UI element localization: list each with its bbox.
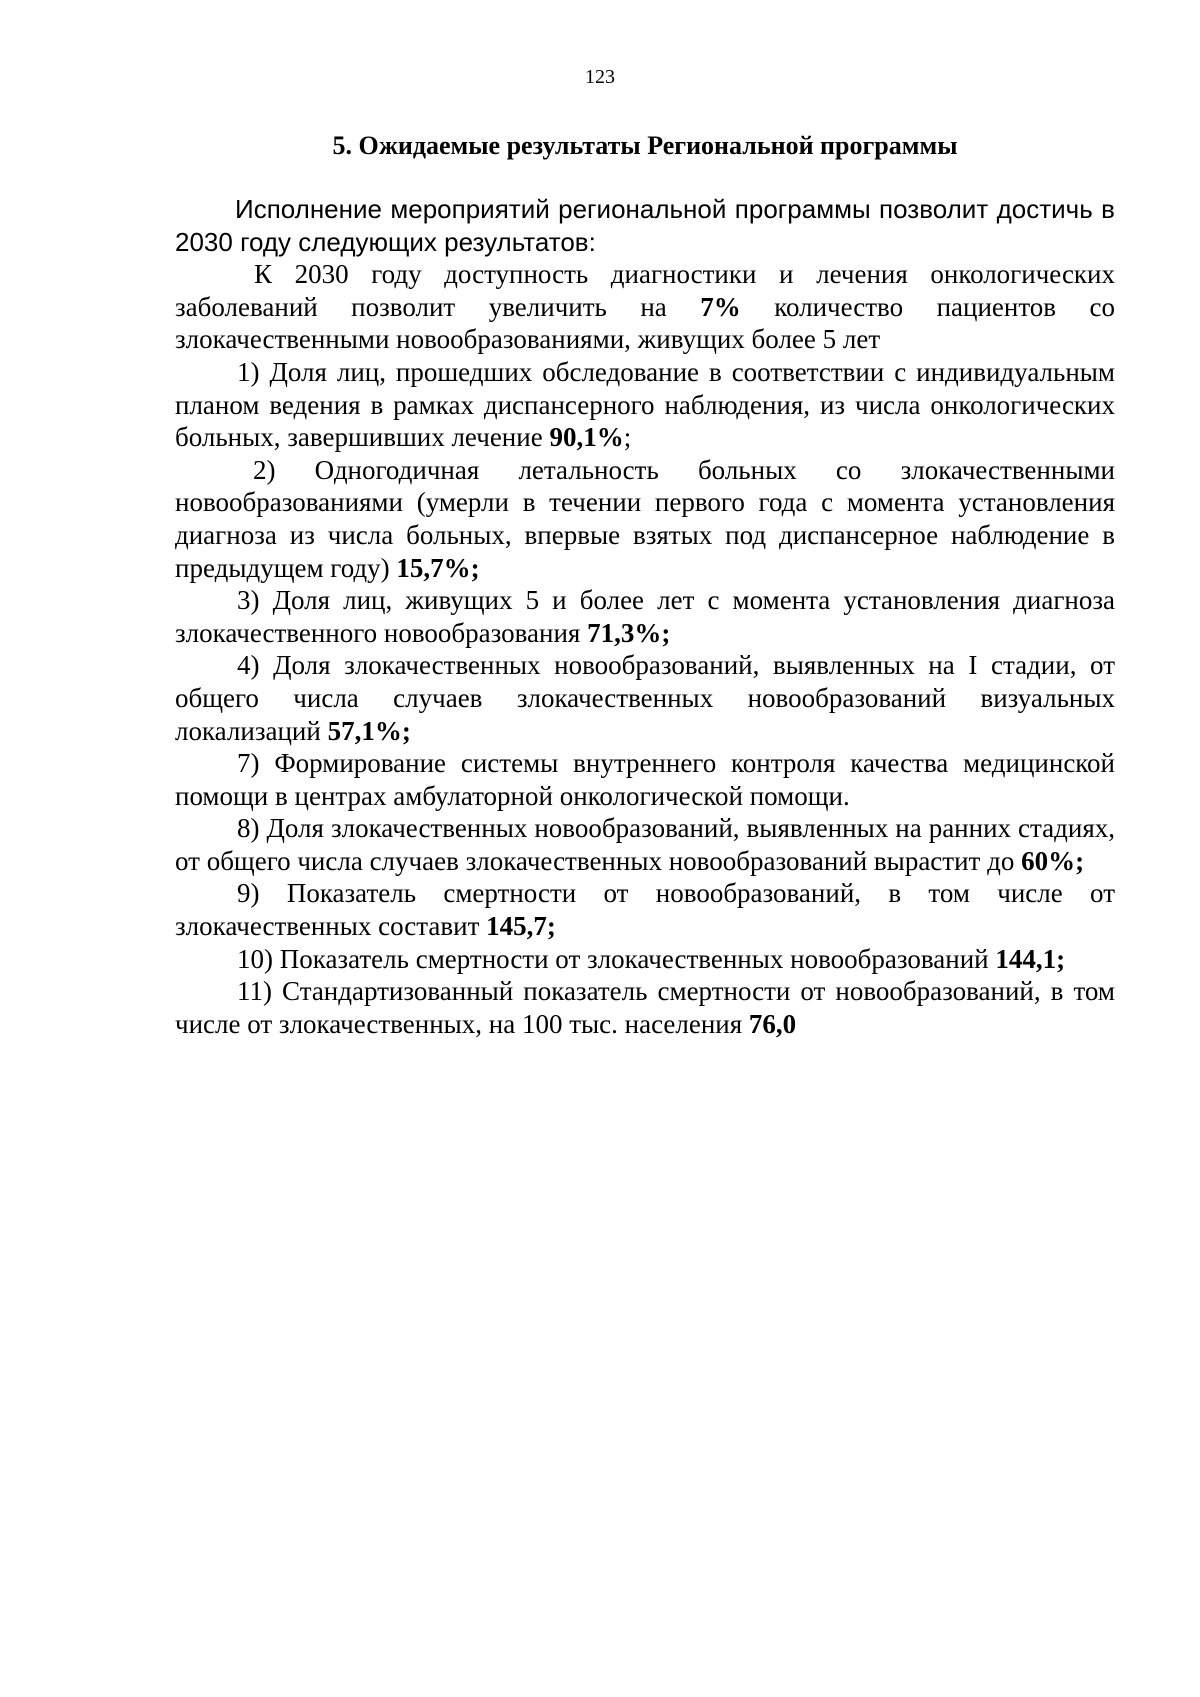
intro-paragraph: Исполнение мероприятий региональной программы позволит достичь в 2030 году следующих результатов:	[175, 194, 1115, 257]
result-text: 3) Доля лиц, живущих 5 и более лет с момента установления диагноза злокачественного новообразования	[175, 585, 1115, 648]
result-item-7	[175, 747, 1115, 812]
result-value: 144,1;	[995, 943, 1066, 974]
result-item-3	[175, 584, 1115, 649]
result-text: 4) Доля злокачественных новообразований, выявленных на I стадии, от общего числа случаев злокачественных новообразований визуальных локализаций	[175, 650, 1115, 746]
result-value: 145,7;	[486, 911, 556, 942]
result-value: 76,0	[748, 1008, 797, 1039]
document-body	[175, 193, 1115, 1040]
result-tail: ;	[623, 422, 632, 453]
result-item-11	[175, 975, 1115, 1040]
result-value: 57,1%;	[327, 715, 411, 746]
lead-value: 7%	[700, 291, 741, 322]
result-text: 8) Доля злокачественных новообразований, выявленных на ранних стадиях, от общего числа случаев злокачественных новообразований вырастит до	[175, 813, 1115, 876]
result-item-9	[175, 877, 1115, 942]
result-value: 90,1%	[549, 422, 624, 453]
page-number: 123	[585, 66, 615, 88]
result-item-10	[175, 943, 1115, 976]
result-value: 60%;	[1021, 845, 1085, 876]
result-text: 10) Показатель смертности от злокачественных новообразований	[237, 943, 996, 974]
result-item-2	[175, 454, 1115, 584]
lead-paragraph	[175, 258, 1115, 356]
result-item-4	[175, 649, 1115, 747]
result-text: 7) Формирование системы внутреннего контроля качества медицинской помощи в центрах амбулаторной онкологической помощи.	[175, 748, 1115, 811]
result-value: 15,7%;	[396, 552, 480, 583]
result-text: 2) Одногодичная летальность больных со злокачественными новообразованиями (умерли в течении первого года с момента установления диагноза из числа больных, впервые взятых под диспансерное наблюдение в предыдущем году)	[175, 454, 1115, 583]
result-item-8	[175, 812, 1115, 877]
lead-text: К 2030 году доступность диагностики и лечения онкологических заболеваний позволит увеличить на	[175, 259, 1115, 322]
result-text: 9) Показатель смертности от новообразований, в том числе от злокачественных составит	[175, 878, 1115, 942]
lead-text-after: количество пациентов со злокачественными новообразованиями, живущих более 5 лет	[175, 291, 1115, 355]
result-text: 1) Доля лиц, прошедших обследование в соответствии с индивидуальным планом ведения в рамках диспансерного наблюдения, из числа онкологических больных, завершивших лечение	[175, 356, 1115, 453]
result-value: 71,3%;	[587, 617, 671, 648]
result-text: 11) Стандартизованный показатель смертности от новообразований, в том числе от злокачественных, на 100 тыс. населения	[175, 976, 1115, 1039]
result-item-1	[175, 356, 1115, 454]
section-heading: 5. Ожидаемые результаты Региональной программы	[332, 131, 958, 160]
